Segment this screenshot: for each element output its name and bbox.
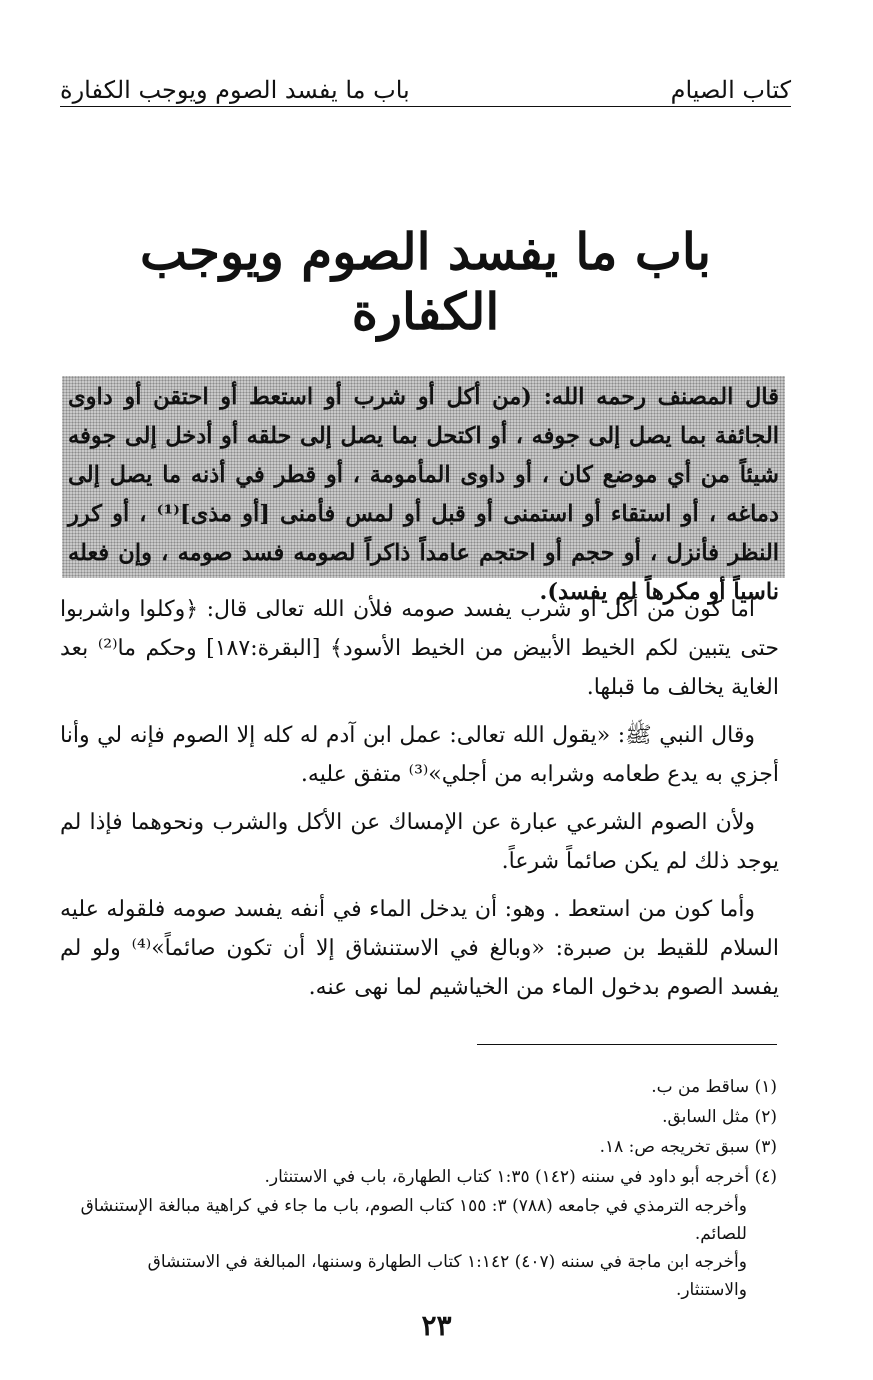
header-rule bbox=[60, 106, 791, 107]
commentary-paragraph: أما كون من أكل أو شرب يفسد صومه فلأن الله تعالى قال: ﴿وكلوا واشربوا حتى يتبين لكم الخيط الأبيض من الخيط الأسود﴾ [البقرة:١٨٧] وحكم ما⁽²⁾ بعد الغاية يخالف ما قبلها. bbox=[60, 597, 779, 700]
header-chapter-title: باب ما يفسد الصوم ويوجب الكفارة bbox=[60, 76, 410, 104]
footnotes bbox=[74, 1072, 777, 1304]
commentary-body bbox=[60, 590, 779, 1016]
footnote: (٢) مثل السابق. bbox=[662, 1107, 777, 1127]
footnote-continuation: وأخرجه الترمذي في جامعه (٧٨٨) ٣: ١٥٥ كتاب الصوم، باب ما جاء في كراهية مبالغة الإستنشاق للصائم. bbox=[80, 1196, 747, 1244]
footnote: (٣) سبق تخريجه ص: ١٨. bbox=[599, 1137, 777, 1157]
commentary-paragraph: وقال النبي ﷺ: «يقول الله تعالى: عمل ابن آدم له كله إلا الصوم فإنه لي وأنا أجزي به يدع طعامه وشرابه من أجلي»⁽³⁾ متفق عليه. bbox=[60, 723, 779, 787]
commentary-paragraph: وأما كون من استعط . وهو: أن يدخل الماء في أنفه يفسد صومه فلقوله عليه السلام للقيط بن صبرة: «وبالغ في الاستنشاق إلا أن تكون صائماً»⁽⁴⁾ ولو لم يفسد الصوم بدخول الماء من الخياشيم لما نهى عنه. bbox=[60, 897, 779, 1000]
running-header bbox=[60, 62, 791, 102]
footnote-separator bbox=[477, 1044, 777, 1045]
commentary-paragraph: ولأن الصوم الشرعي عبارة عن الإمساك عن الأكل والشرب ونحوهما فإذا لم يوجد ذلك لم يكن صائماً شرعاً. bbox=[60, 810, 779, 874]
page-number: ٢٣ bbox=[421, 1309, 452, 1342]
matn-text-box: قال المصنف رحمه الله: (من أكل أو شرب أو استعط أو احتقن أو داوى الجائفة بما يصل إلى جوفه ، أو اكتحل بما يصل إلى حلقه أو أدخل إلى جوفه شيئاً من أي موضع كان ، أو داوى المأمومة ، أو قطر في أذنه ما يصل إلى دماغه ، أو استقاء أو استمنى أو قبل أو لمس فأمنى [أو مذى]⁽¹⁾ ، أو كرر النظر فأنزل ، أو حجم أو احتجم عامداً ذاكراً لصومه فسد صومه ، وإن فعله ناسياً أو مكرهاً لم يفسد). bbox=[62, 376, 785, 578]
footnote: (٤) أخرجه أبو داود في سننه (١٤٢) ١:٣٥ كتاب الطهارة، باب في الاستنثار. bbox=[264, 1167, 777, 1187]
footnote: (١) ساقط من ب. bbox=[651, 1077, 777, 1097]
chapter-title: باب ما يفسد الصوم ويوجب الكفارة bbox=[139, 222, 712, 341]
footnote-continuation: وأخرجه ابن ماجة في سننه (٤٠٧) ١:١٤٢ كتاب الطهارة وسننها، المبالغة في الاستنشاق والاستنثار. bbox=[147, 1252, 747, 1300]
header-book-title: كتاب الصيام bbox=[670, 76, 791, 104]
